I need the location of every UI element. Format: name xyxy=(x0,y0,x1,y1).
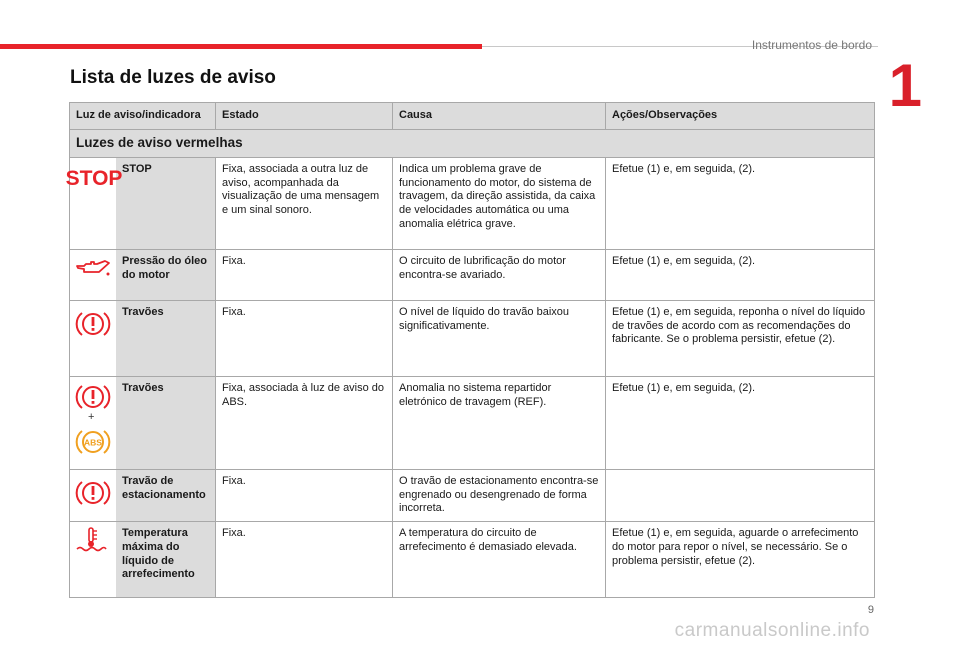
svg-text:STOP: STOP xyxy=(65,166,123,190)
column-header: Estado xyxy=(216,103,393,130)
table-row xyxy=(70,300,875,376)
light-action xyxy=(606,469,875,521)
brake-warning-icon xyxy=(76,382,110,412)
light-cause: O nível de líquido do travão baixou significativamente. xyxy=(393,300,606,376)
light-cell xyxy=(70,376,216,469)
light-action: Efetue (1) e, em seguida, (2). xyxy=(606,249,875,300)
light-action: Efetue (1) e, em seguida, (2). xyxy=(606,376,875,469)
light-name: Pressão do óleo do motor xyxy=(116,250,215,300)
header-accent-bar xyxy=(0,44,482,49)
icon-area xyxy=(70,250,116,300)
light-action: Efetue (1) e, em seguida, aguarde o arrefecimento do motor para repor o nível, se necessário. Se o problema persistir, efetue (2). xyxy=(606,522,875,598)
icon-area xyxy=(70,470,116,521)
light-cause: O travão de estacionamento encontra-se engrenado ou desengrenado de forma incorreta. xyxy=(393,469,606,521)
light-cause: A temperatura do circuito de arrefecimento é demasiado elevada. xyxy=(393,522,606,598)
light-cause: Indica um problema grave de funcionamento do motor, do sistema de travagem, da direção assistida, da caixa de velocidades automática ou uma anomalia elétrica grave. xyxy=(393,157,606,249)
page-title: Lista de luzes de aviso xyxy=(70,67,276,88)
light-state: Fixa. xyxy=(216,300,393,376)
table-subheader-row xyxy=(70,130,875,158)
light-cell xyxy=(70,522,216,598)
column-header: Causa xyxy=(393,103,606,130)
light-cause: O circuito de lubrificação do motor encontra-se avariado. xyxy=(393,249,606,300)
plus-sign: + xyxy=(88,410,95,423)
table-row xyxy=(70,376,875,469)
stop-icon xyxy=(65,162,123,190)
abs-icon xyxy=(76,427,110,457)
warning-lights-table xyxy=(65,102,875,598)
parking-brake-icon xyxy=(76,478,110,508)
watermark: carmanualsonline.info xyxy=(674,620,870,641)
light-state: Fixa, associada a outra luz de aviso, acompanhada da visualização de uma mensagem e um sinal sonoro. xyxy=(216,157,393,249)
svg-text:ABS: ABS xyxy=(84,437,102,448)
light-cell xyxy=(65,157,216,249)
table-row xyxy=(70,469,875,521)
coolant-temperature-icon xyxy=(74,526,108,554)
column-header: Luz de aviso/indicadora xyxy=(70,103,216,130)
light-name: STOP xyxy=(116,158,215,249)
column-header: Ações/Observações xyxy=(606,103,875,130)
light-action: Efetue (1) e, em seguida, reponha o nível do líquido de travões de acordo com as recomendações do fabricante. Se o problema persistir, efetue (2). xyxy=(606,300,875,376)
icon-area xyxy=(70,377,116,469)
light-cell xyxy=(70,249,216,300)
light-action: Efetue (1) e, em seguida, (2). xyxy=(606,157,875,249)
light-cause: Anomalia no sistema repartidor eletrónico de travagem (REF). xyxy=(393,376,606,469)
light-state: Fixa, associada à luz de aviso do ABS. xyxy=(216,376,393,469)
light-cell xyxy=(70,469,216,521)
light-name: Travões xyxy=(116,301,215,376)
table-row xyxy=(70,249,875,300)
chapter-number: 1 xyxy=(888,52,922,119)
light-state: Fixa. xyxy=(216,249,393,300)
section-title: Instrumentos de bordo xyxy=(751,38,872,52)
oil-can-icon xyxy=(75,258,111,280)
page-number: 9 xyxy=(867,604,874,616)
light-cell xyxy=(70,300,216,376)
light-state: Fixa. xyxy=(216,469,393,521)
table-header-row xyxy=(70,103,875,130)
light-state: Fixa. xyxy=(216,522,393,598)
icon-area xyxy=(70,301,116,376)
table-row xyxy=(70,157,875,249)
light-name: Temperatura máxima do líquido de arrefecimento xyxy=(116,522,215,597)
table-row xyxy=(70,522,875,598)
icon-area xyxy=(70,522,116,597)
brake-warning-icon xyxy=(76,309,110,339)
icon-area xyxy=(65,158,123,249)
light-name: Travões xyxy=(116,377,215,469)
light-name: Travão de estacionamento xyxy=(116,470,215,521)
subheader-red-lights: Luzes de aviso vermelhas xyxy=(70,130,875,158)
